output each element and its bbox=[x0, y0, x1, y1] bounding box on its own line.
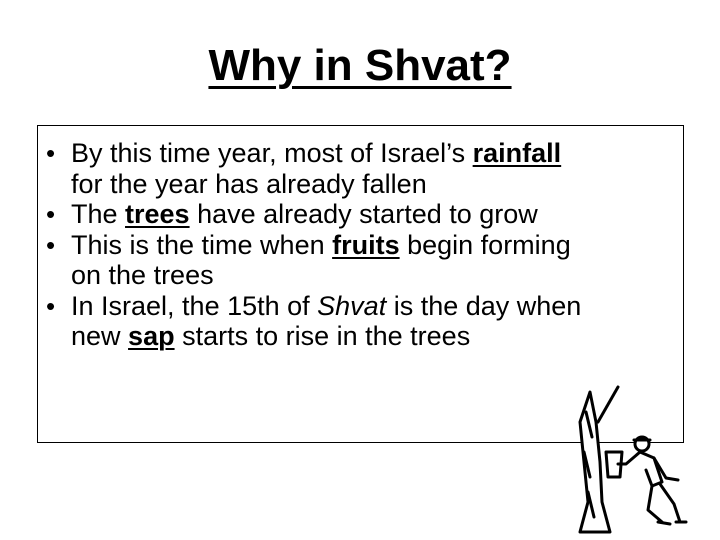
emphasis-fruits: fruits bbox=[332, 229, 400, 260]
slide-title bbox=[0, 38, 720, 94]
bullet-text: In Israel, the 15th of bbox=[71, 290, 318, 321]
bullet-text: is the day when bbox=[386, 290, 582, 321]
bullet-dot: • bbox=[46, 229, 56, 260]
slide-title-text: Why in Shvat? bbox=[208, 41, 512, 90]
bullet-text: This is the time when bbox=[71, 229, 333, 260]
bullet-item-shvat bbox=[38, 291, 685, 352]
bullet-dot: • bbox=[46, 199, 56, 229]
bullet-text: begin forming bbox=[399, 229, 571, 260]
emphasis-rainfall: rainfall bbox=[472, 138, 562, 168]
emphasis-trees: trees bbox=[125, 199, 190, 229]
bullet-item-rainfall bbox=[38, 138, 685, 199]
bullet-text: By this time year, most of Israel’s bbox=[71, 138, 473, 168]
bullet-text-continued: new bbox=[71, 321, 129, 351]
bullet-item-trees bbox=[38, 199, 685, 230]
bullet-text-continued: on the trees bbox=[71, 260, 214, 290]
bullet-list bbox=[38, 138, 685, 352]
bullet-text: have already started to grow bbox=[189, 199, 538, 229]
bullet-text-continued: starts to rise in the trees bbox=[174, 321, 471, 351]
bullet-text-continued: for the year has already fallen bbox=[71, 168, 427, 199]
italic-shvat: Shvat bbox=[317, 290, 387, 321]
bullet-item-fruits bbox=[38, 230, 685, 291]
bullet-dot: • bbox=[46, 290, 56, 321]
sap-tapping-illustration bbox=[570, 382, 700, 540]
bullet-dot: • bbox=[46, 138, 56, 168]
emphasis-sap: sap bbox=[128, 321, 175, 351]
bullet-text: The bbox=[71, 199, 126, 229]
